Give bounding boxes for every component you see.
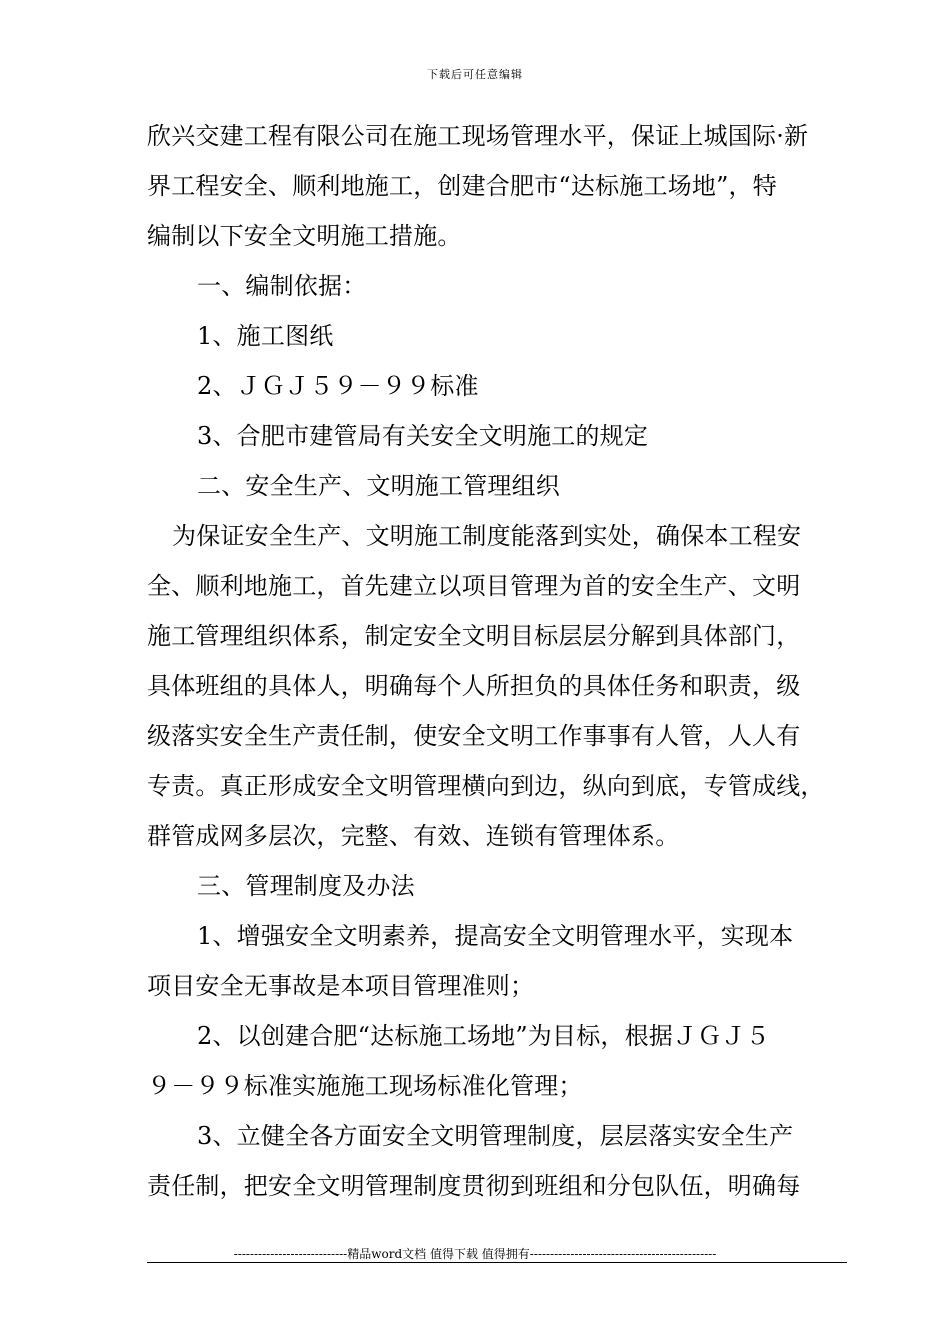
list-item: 3、立健全各方面安全文明管理制度，层层落实安全生产 bbox=[197, 1122, 794, 1150]
body-line: 界工程安全、顺利地施工，创建合肥市“达标施工场地”，特 bbox=[147, 172, 777, 200]
body-line: 具体班组的具体人，明确每个人所担负的具体任务和职责，级 bbox=[147, 672, 801, 700]
body-line: 责任制，把安全文明管理制度贯彻到班组和分包队伍，明确每 bbox=[147, 1172, 801, 1200]
body-line: ９－９９标准实施施工现场标准化管理； bbox=[147, 1072, 583, 1100]
body-line: 全、顺利地施工，首先建立以项目管理为首的安全生产、文明 bbox=[147, 572, 801, 600]
list-item: 3、合肥市建管局有关安全文明施工的规定 bbox=[197, 422, 649, 450]
body-line: 施工管理组织体系，制定安全文明目标层层分解到具体部门， bbox=[147, 622, 801, 650]
page-footer: ----------------------------精品word文档 值得下载 值得拥有---------------------------------------------- bbox=[233, 1247, 717, 1261]
body-line: 编制以下安全文明施工措施。 bbox=[147, 222, 462, 250]
section-heading: 三、管理制度及办法 bbox=[197, 872, 415, 900]
body-line: 专责。真正形成安全文明管理横向到边，纵向到底，专管成线， bbox=[147, 772, 825, 800]
body-line: 欣兴交建工程有限公司在施工现场管理水平，保证上城国际·新 bbox=[147, 122, 809, 150]
body-line: 为保证安全生产、文明施工制度能落到实处，确保本工程安 bbox=[172, 522, 802, 550]
list-item: 2、以创建合肥“达标施工场地”为目标，根据ＪＧＪ５ bbox=[197, 1022, 770, 1050]
page-header: 下载后可任意编辑 bbox=[427, 68, 523, 81]
body-line: 群管成网多层次，完整、有效、连锁有管理体系。 bbox=[147, 822, 680, 850]
list-item: 1、增强安全文明素养，提高安全文明管理水平，实现本 bbox=[197, 922, 794, 950]
list-item: 1、施工图纸 bbox=[197, 322, 334, 350]
footer-divider bbox=[147, 1262, 847, 1263]
list-item: 2、ＪＧＪ５９－９９标准 bbox=[197, 372, 479, 400]
section-heading: 二、安全生产、文明施工管理组织 bbox=[197, 472, 560, 500]
section-heading: 一、编制依据： bbox=[197, 272, 367, 300]
body-line: 级落实安全生产责任制，使安全文明工作事事有人管，人人有 bbox=[147, 722, 801, 750]
body-line: 项目安全无事故是本项目管理准则； bbox=[147, 972, 535, 1000]
